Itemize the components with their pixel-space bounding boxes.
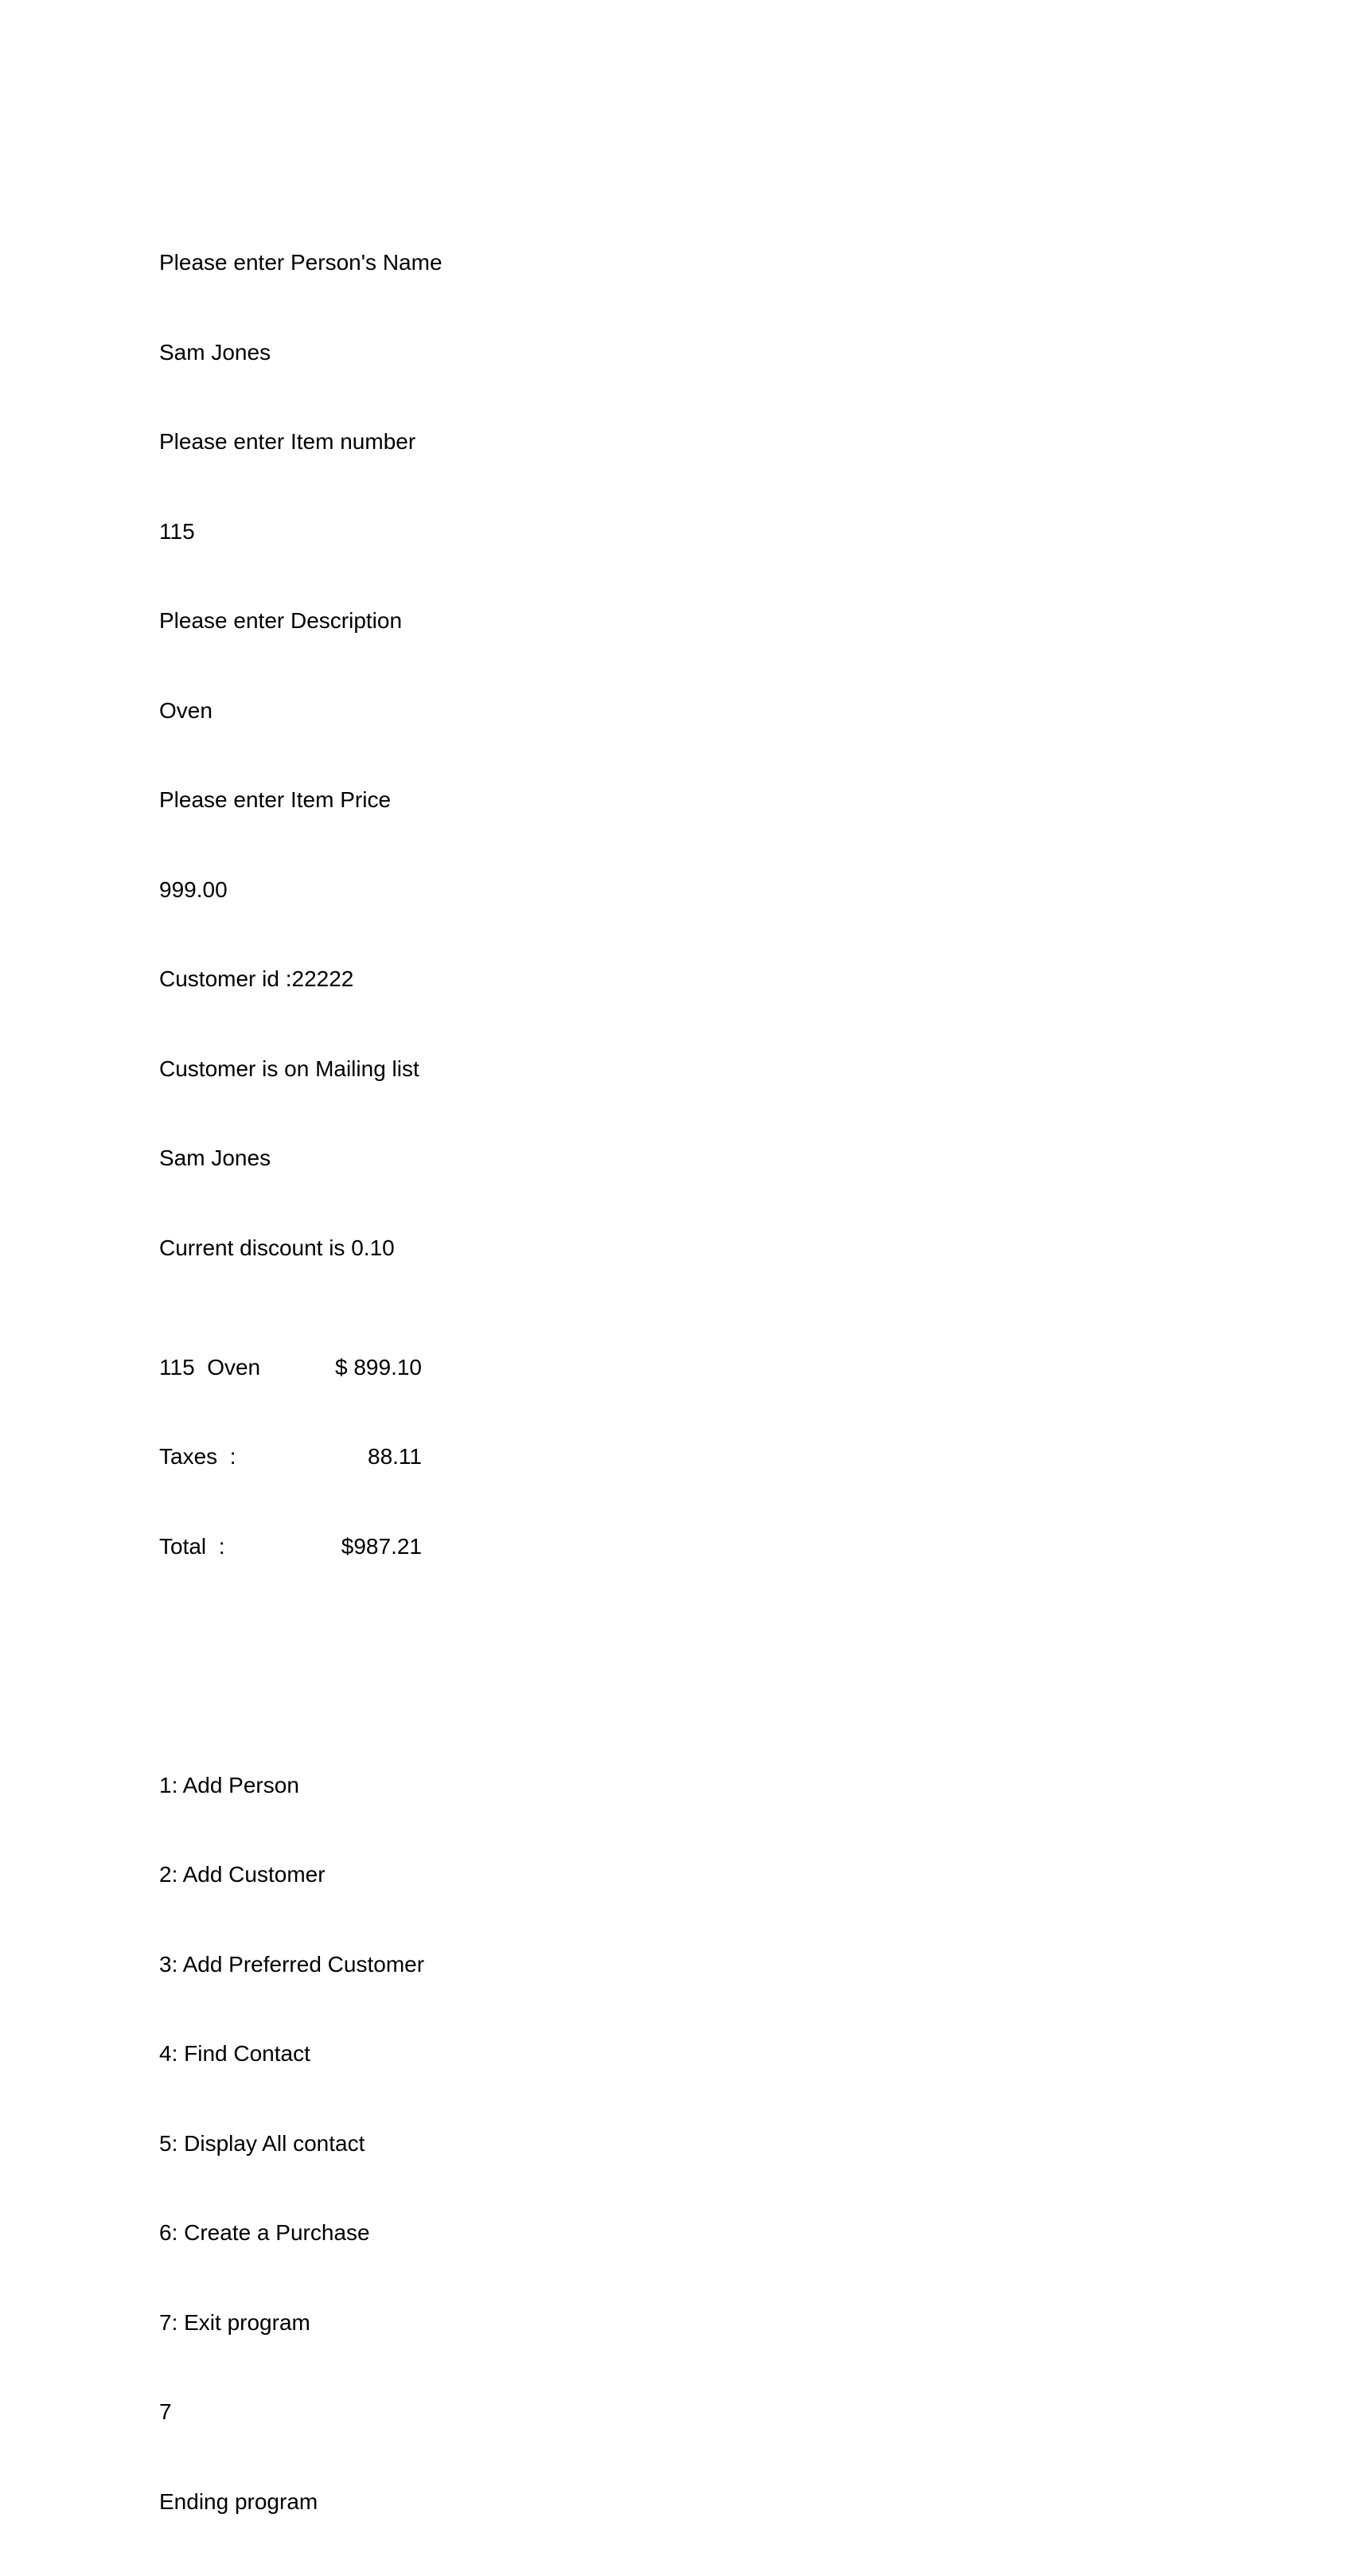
- prompt-item-number: Please enter Item number: [159, 429, 416, 454]
- menu-item-create-purchase: 6: Create a Purchase: [159, 2220, 370, 2245]
- customer-name-line: Sam Jones: [159, 1146, 271, 1170]
- prompt-item-price: Please enter Item Price: [159, 787, 392, 812]
- input-item-number: 115: [159, 518, 195, 544]
- receipt-taxes-row: [159, 1442, 875, 1472]
- menu-item-display-all-contact: 5: Display All contact: [159, 2130, 365, 2156]
- menu-choice: 7: [159, 2399, 172, 2424]
- receipt-item-price: $ 899.10: [335, 1354, 422, 1380]
- receipt-taxes-label: Taxes :: [159, 1444, 236, 1469]
- receipt-item-label: 115 Oven: [159, 1354, 261, 1380]
- receipt-total-row: [159, 1532, 875, 1562]
- prompt-description: Please enter Description: [159, 608, 403, 633]
- customer-id-line: Customer id :22222: [159, 966, 354, 991]
- receipt-total-label: Total :: [159, 1533, 225, 1559]
- menu-item-add-person: 1: Add Person: [159, 1772, 299, 1797]
- receipt-total-value: $987.21: [341, 1533, 422, 1559]
- console-output: [159, 188, 875, 2576]
- menu-item-exit-program: 7: Exit program: [159, 2309, 310, 2335]
- prompt-person-name: Please enter Person's Name: [159, 250, 443, 275]
- menu-item-add-customer: 2: Add Customer: [159, 1862, 326, 1887]
- blank-line: [159, 1651, 875, 1681]
- input-description: Oven: [159, 697, 213, 723]
- receipt-taxes-value: 88.11: [368, 1444, 422, 1469]
- mailing-list-line: Customer is on Mailing list: [159, 1056, 419, 1081]
- receipt-item-row: [159, 1352, 875, 1383]
- ending-message: Ending program: [159, 2488, 318, 2514]
- discount-line: Current discount is 0.10: [159, 1235, 395, 1260]
- menu-item-find-contact: 4: Find Contact: [159, 2041, 310, 2066]
- input-person-name: Sam Jones: [159, 339, 271, 365]
- menu-item-add-preferred-customer: 3: Add Preferred Customer: [159, 1951, 425, 1977]
- input-item-price: 999.00: [159, 876, 228, 902]
